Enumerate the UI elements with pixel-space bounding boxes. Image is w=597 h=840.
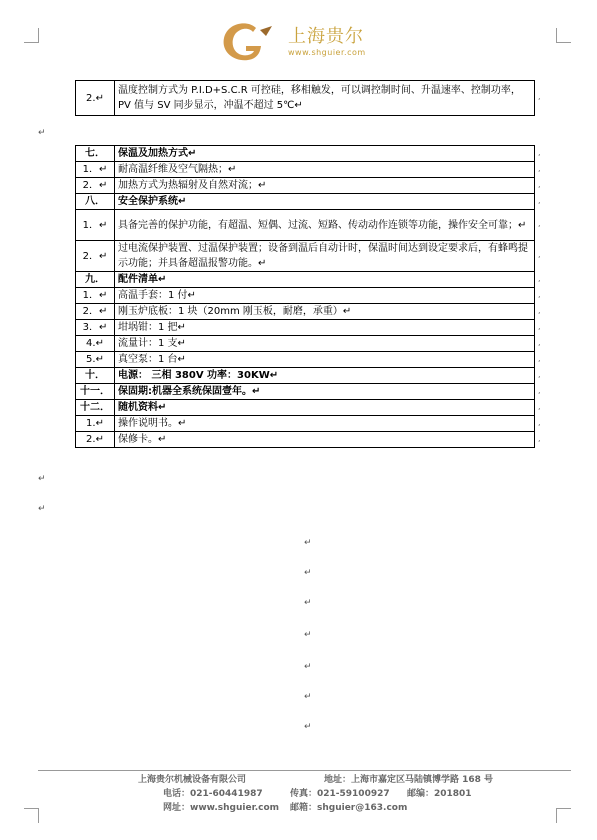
- paragraph-mark: ↵: [38, 474, 46, 484]
- row-text: 具备完善的保护功能，有超温、短偶、过流、短路、传动动作连锁等功能，操作安全可靠；↵: [115, 210, 535, 241]
- table-row: [76, 146, 535, 162]
- crop-mark-top-right: [556, 28, 571, 43]
- row-end-mark: ,: [538, 321, 541, 331]
- footer-company: 上海贵尔机械设备有限公司: [138, 775, 247, 785]
- row-end-mark: ,: [538, 401, 541, 411]
- row-text: 刚玉炉底板：1 块（20mm 刚玉板，耐磨，承重）↵: [115, 304, 535, 320]
- section-heading: 随机资料↵: [115, 400, 535, 416]
- table-row: [76, 194, 535, 210]
- row-end-mark: ,: [538, 385, 541, 395]
- row-end-mark: ,: [538, 305, 541, 315]
- paragraph-mark: ↵: [304, 538, 312, 548]
- row-text: 温度控制方式为 P.I.D+S.C.R 可控硅，移相触发，可以调控制时间、升温速率、控制功率，PV 值与 SV 同步显示，冲温不超过 5℃↵: [115, 81, 535, 116]
- row-number: 2.↵: [76, 432, 115, 448]
- row-end-mark: ,: [538, 147, 541, 157]
- table-row: [76, 304, 535, 320]
- table-row: [76, 241, 535, 272]
- row-number: 2．↵: [76, 304, 115, 320]
- row-number: 2．↵: [76, 241, 115, 272]
- row-end-mark: ,: [538, 353, 541, 363]
- row-text: 保修卡。↵: [115, 432, 535, 448]
- row-number: 八．: [76, 194, 115, 210]
- row-end-mark: ,: [538, 337, 541, 347]
- logo-website: www.shguier.com: [288, 48, 366, 57]
- paragraph-mark: ↵: [304, 722, 312, 732]
- row-number: 2.↵: [76, 81, 115, 116]
- table-row: [76, 368, 535, 384]
- footer-postcode: 邮编：201801: [407, 789, 472, 799]
- row-number: 十二．: [76, 400, 115, 416]
- row-number: 七．: [76, 146, 115, 162]
- row-end-mark: ,: [538, 163, 541, 173]
- table-row: [76, 288, 535, 304]
- row-number: 2．↵: [76, 178, 115, 194]
- table-row: [76, 320, 535, 336]
- footer-email: 邮箱：shguier@163.com: [290, 803, 408, 813]
- row-text: 流量计：1 支↵: [115, 336, 535, 352]
- row-text: 耐高温纤维及空气隔热；↵: [115, 162, 535, 178]
- table-row: [76, 81, 535, 116]
- table-row: [76, 210, 535, 241]
- row-end-mark: ,: [538, 289, 541, 299]
- row-number: 九．: [76, 272, 115, 288]
- row-end-mark: ,: [538, 250, 541, 259]
- section-heading: 安全保护系统↵: [115, 194, 535, 210]
- paragraph-mark: ↵: [304, 630, 312, 640]
- row-text: 坩埚钳：1 把↵: [115, 320, 535, 336]
- crop-mark-bottom-left: [24, 808, 39, 823]
- table-row: [76, 352, 535, 368]
- spec-table: [75, 145, 535, 448]
- row-end-mark: ,: [538, 219, 541, 228]
- row-text: 操作说明书。↵: [115, 416, 535, 432]
- row-end-mark: ,: [538, 433, 541, 443]
- table-row: [76, 416, 535, 432]
- logo-company-name: 上海贵尔: [288, 26, 364, 47]
- company-logo: [216, 18, 416, 68]
- paragraph-mark: ↵: [304, 598, 312, 608]
- section-heading: 保固期:机器全系统保固壹年。↵: [115, 384, 535, 400]
- table-row: [76, 336, 535, 352]
- paragraph-mark: ↵: [304, 692, 312, 702]
- section-heading: 保温及加热方式↵: [115, 146, 535, 162]
- row-text: 真空泵：1 台↵: [115, 352, 535, 368]
- row-number: 1．↵: [76, 210, 115, 241]
- table-row: [76, 162, 535, 178]
- row-text: 加热方式为热辐射及自然对流；↵: [115, 178, 535, 194]
- row-number: 5.↵: [76, 352, 115, 368]
- table-row: [76, 384, 535, 400]
- row-end-mark: ,: [538, 179, 541, 189]
- row-number: 1．↵: [76, 288, 115, 304]
- section-heading: 配件清单↵: [115, 272, 535, 288]
- paragraph-mark: ↵: [38, 128, 46, 138]
- table-row: [76, 432, 535, 448]
- section-heading: 电源： 三相 380V 功率：30KW↵: [115, 368, 535, 384]
- row-end-mark: ,: [538, 92, 541, 101]
- table-row: [76, 178, 535, 194]
- footer-phone: 电话：021-60441987: [163, 789, 263, 799]
- row-end-mark: ,: [538, 417, 541, 427]
- table-row: [76, 400, 535, 416]
- crop-mark-top-left: [24, 28, 39, 43]
- row-number: 十．: [76, 368, 115, 384]
- footer-website: 网址：www.shguier.com: [163, 803, 280, 813]
- spec-table-continued: [75, 80, 535, 116]
- logo-g-emblem-icon: [216, 18, 274, 66]
- crop-mark-bottom-right: [556, 808, 571, 823]
- footer-fax: 传真：021-59100927: [290, 789, 390, 799]
- paragraph-mark: ↵: [304, 662, 312, 672]
- row-text: 过电流保护装置、过温保护装置；设备到温后自动计时，保温时间达到设定要求后，有蜂鸣提示功能；并具备超温报警功能。↵: [115, 241, 535, 272]
- row-number: 4.↵: [76, 336, 115, 352]
- row-text: 高温手套：1 付↵: [115, 288, 535, 304]
- footer-divider: [38, 770, 571, 771]
- paragraph-mark: ↵: [38, 504, 46, 514]
- row-end-mark: ,: [538, 195, 541, 205]
- table-row: [76, 272, 535, 288]
- row-end-mark: ,: [538, 369, 541, 379]
- row-number: 1．↵: [76, 162, 115, 178]
- footer-address: 地址：上海市嘉定区马陆镇博学路 168 号: [324, 775, 494, 785]
- row-number: 十一．: [76, 384, 115, 400]
- row-end-mark: ,: [538, 273, 541, 283]
- row-number: 1.↵: [76, 416, 115, 432]
- paragraph-mark: ↵: [304, 568, 312, 578]
- row-number: 3．↵: [76, 320, 115, 336]
